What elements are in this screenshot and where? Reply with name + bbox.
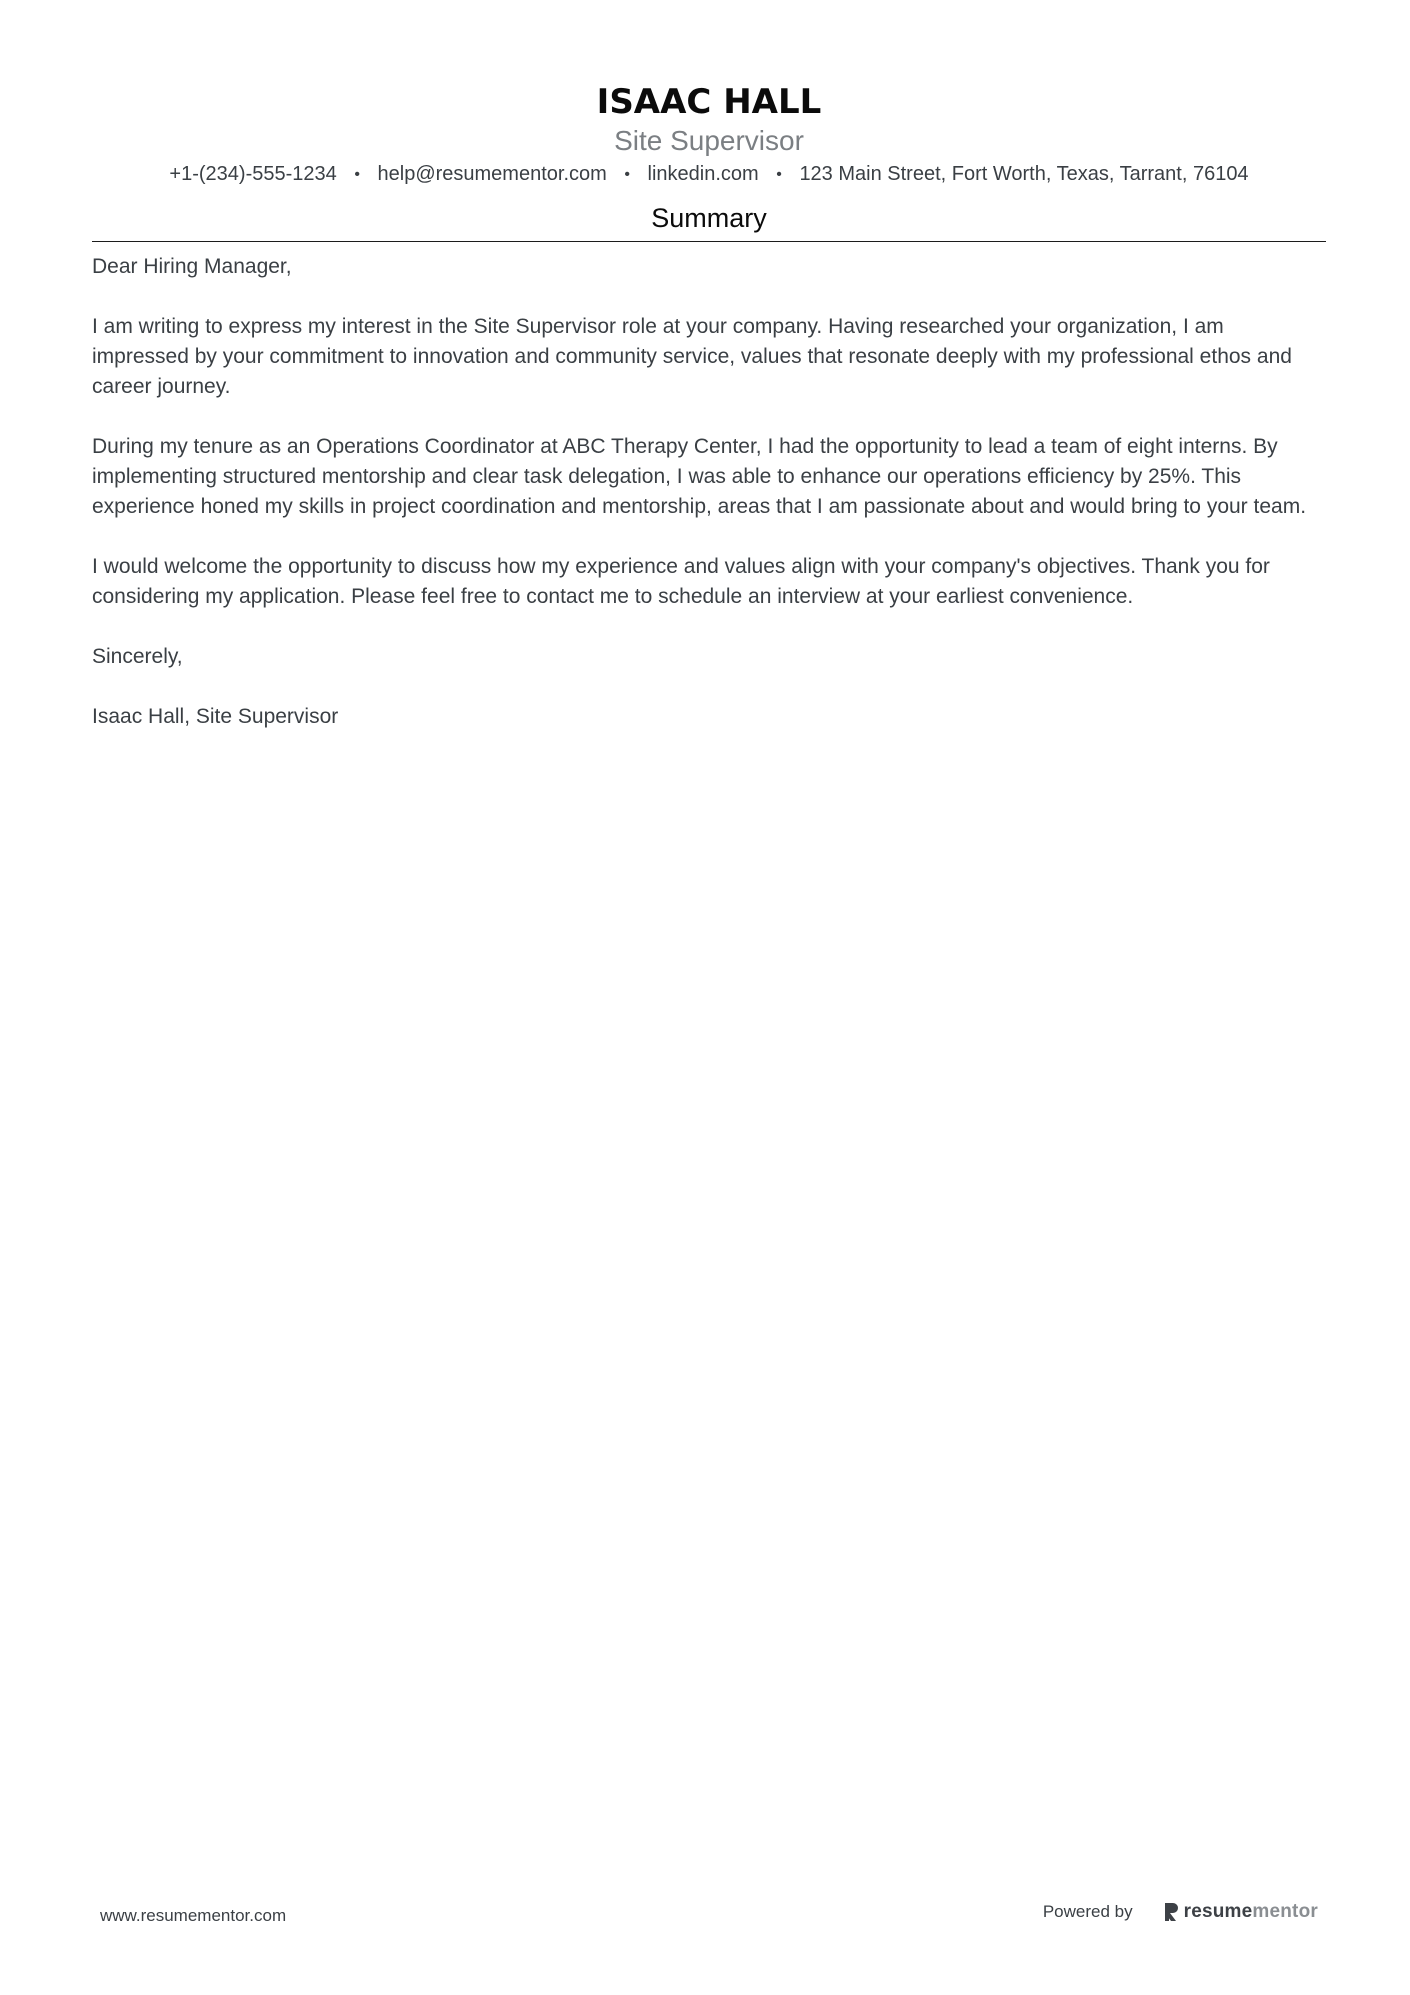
contact-separator: •: [624, 166, 630, 183]
contact-email[interactable]: help@resumementor.com: [377, 163, 607, 185]
contact-linkedin[interactable]: linkedin.com: [647, 163, 759, 185]
resumementor-logo[interactable]: [1163, 1901, 1318, 1923]
letter-closing: Sincerely,: [92, 645, 183, 668]
contact-address: 123 Main Street, Fort Worth, Texas, Tarrant, 76104: [799, 163, 1249, 185]
letter-signature: Isaac Hall, Site Supervisor: [92, 705, 339, 728]
letter-greeting: Dear Hiring Manager,: [92, 255, 292, 278]
resumementor-logo-icon: [1163, 1902, 1179, 1922]
contact-separator: •: [776, 166, 782, 183]
logo-text-mentor: mentor: [1252, 1901, 1318, 1922]
candidate-title: Site Supervisor: [614, 125, 804, 156]
candidate-name: ISAAC HALL: [596, 82, 822, 122]
contact-separator: •: [354, 166, 360, 183]
contact-phone: +1-(234)-555-1234: [169, 163, 337, 185]
footer-branding: [1043, 1901, 1318, 1923]
section-divider: [92, 241, 1326, 242]
letter-body: [92, 252, 1326, 762]
contact-line: [92, 160, 1326, 189]
powered-by-label: Powered by: [1042, 1902, 1133, 1921]
footer-website[interactable]: www.resumementor.com: [100, 1906, 287, 1925]
letter-paragraph: During my tenure as an Operations Coordinator at ABC Therapy Center, I had the opportunity to lead a team of eight interns. By implementing structured mentorship and clear task delegation, I was able to enhance our operations efficiency by 25%. This experience honed my skills in project coordination and mentorship, areas that I am passionate about and would bring to your team.: [92, 435, 1307, 518]
letter-paragraph: I would welcome the opportunity to discuss how my experience and values align with your company's objectives. Thank you for considering my application. Please feel free to contact me to schedule an interview at your earliest convenience.: [92, 555, 1270, 608]
resume-header: [92, 78, 1326, 189]
letter-paragraph: I am writing to express my interest in the Site Supervisor role at your company. Having researched your organization, I am impressed by your commitment to innovation and community service, values that resonate deeply with my professional ethos and career journey.: [92, 315, 1292, 398]
section-title-summary: Summary: [651, 203, 767, 233]
logo-text-resume: resume: [1183, 1901, 1253, 1922]
